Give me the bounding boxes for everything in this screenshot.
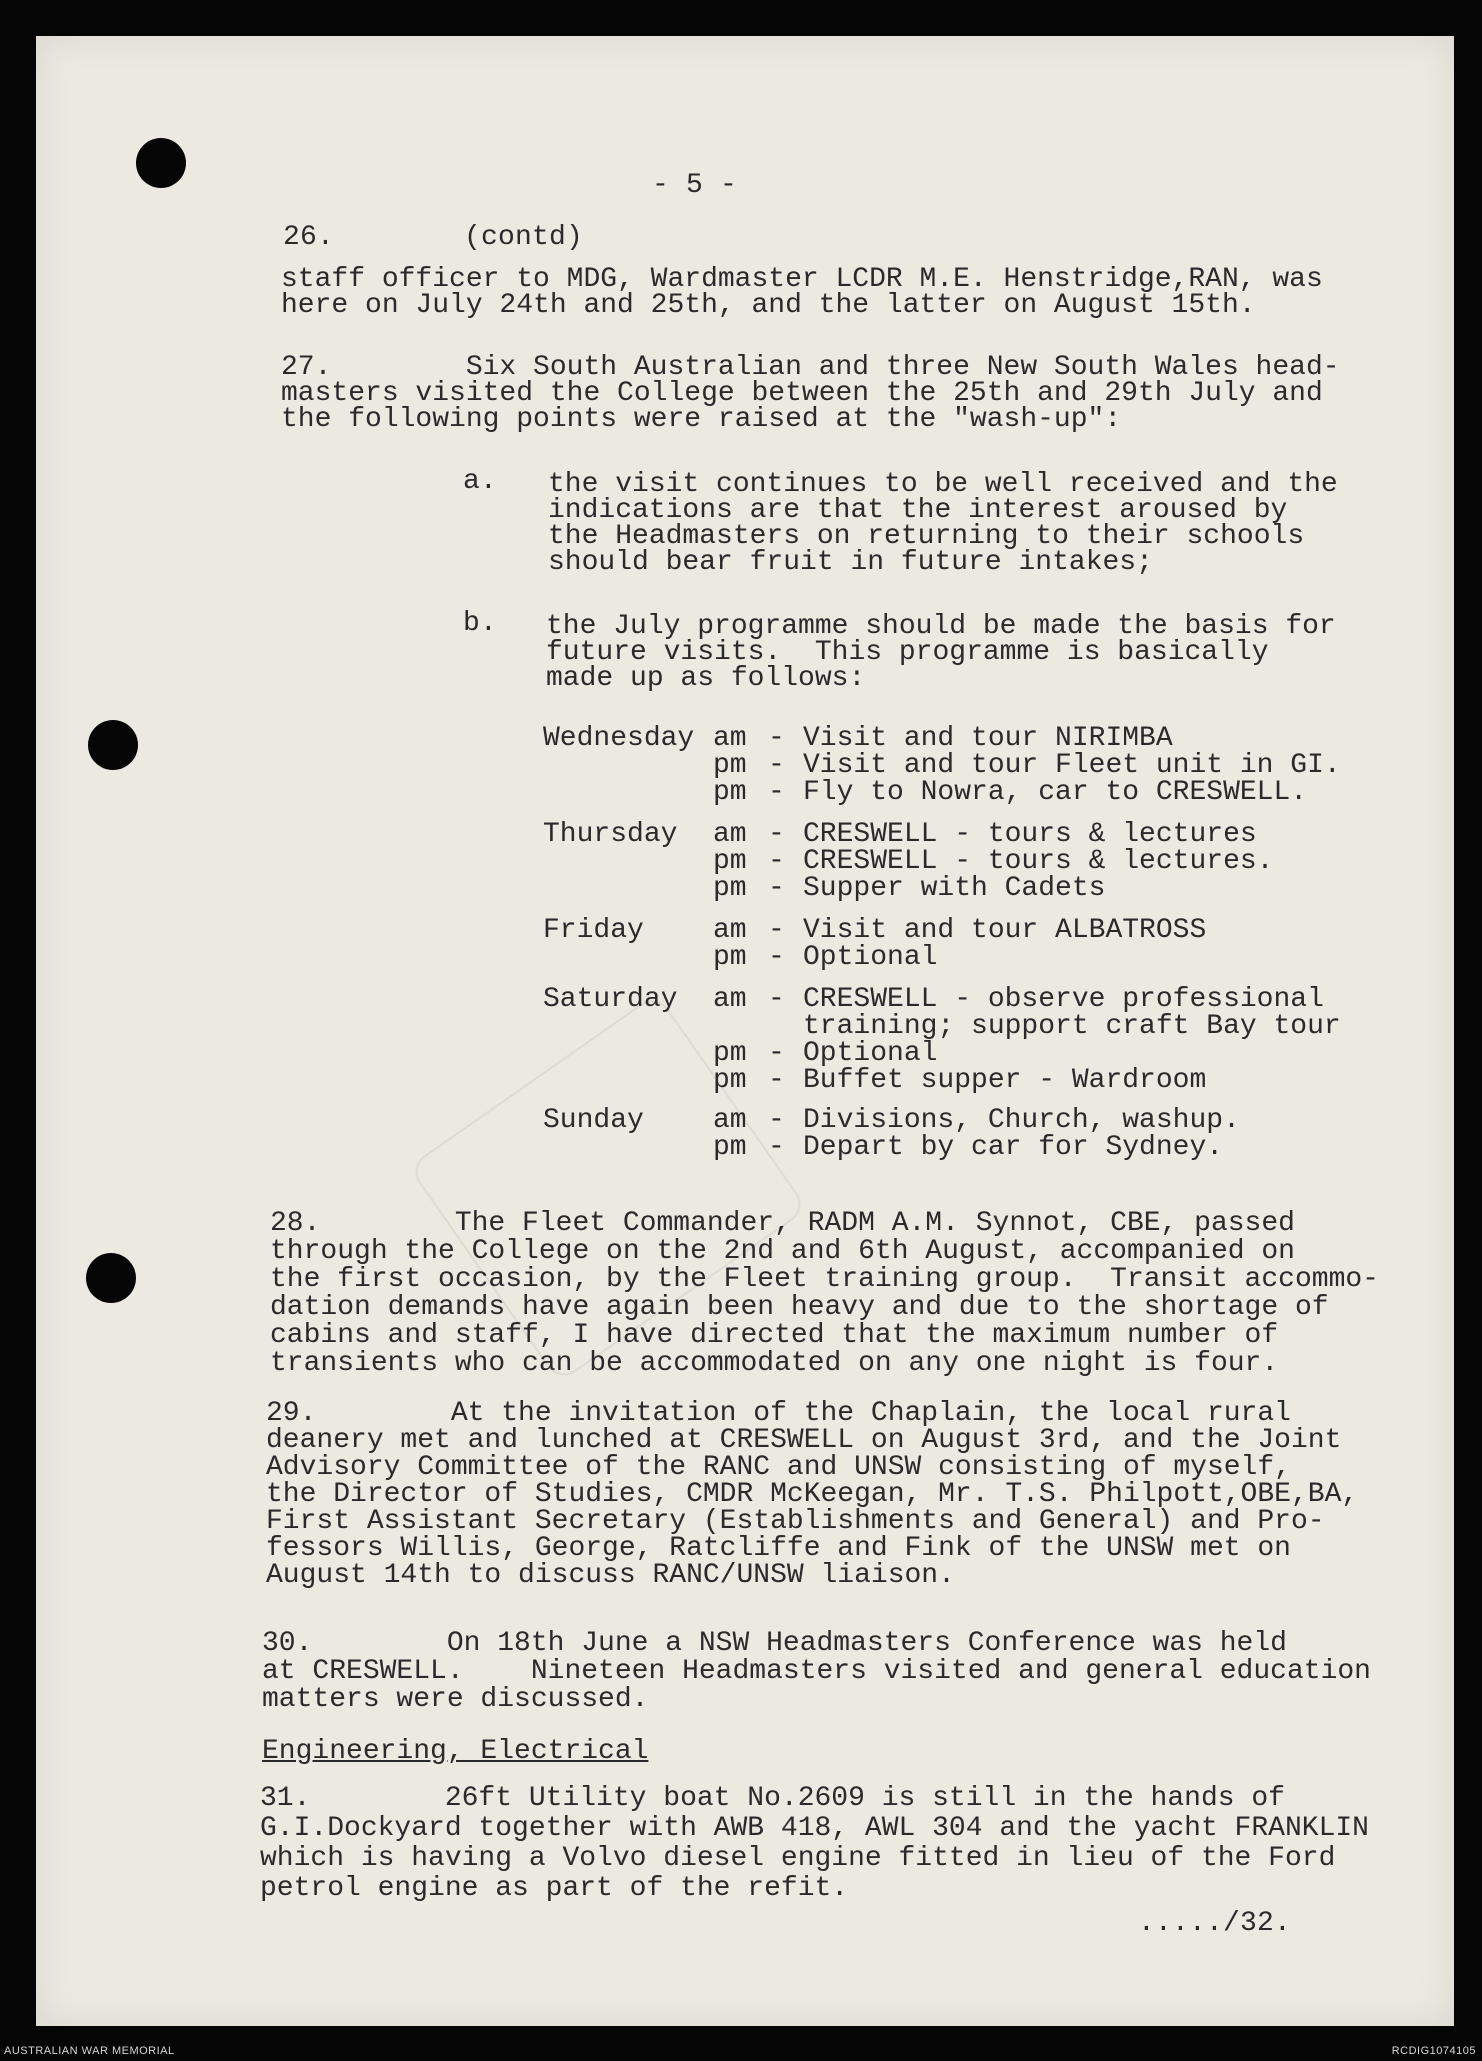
item-a-line: should bear fruit in future intakes; [548, 547, 1153, 578]
schedule-row [543, 944, 1343, 971]
schedule-activity: Divisions, Church, washup. [803, 1105, 1240, 1136]
schedule-row [543, 1107, 1343, 1134]
schedule-time: pm [713, 846, 747, 877]
para-27-line: the following points were raised at the "wash-up": [281, 404, 1122, 435]
schedule-row [543, 917, 1343, 944]
schedule-row [543, 821, 1343, 848]
item-a-line: the Headmasters on returning to their schools [548, 521, 1305, 552]
schedule-time: pm [713, 777, 747, 808]
item-b [546, 611, 1336, 694]
schedule-activity: Optional [803, 1038, 938, 1069]
para-28-line: dation demands have again been heavy and due to the shortage of [270, 1292, 1329, 1323]
punch-hole-top [136, 138, 186, 188]
schedule-time: am [713, 723, 747, 754]
schedule-row [543, 1040, 1343, 1067]
schedule-activity: Optional [803, 942, 938, 973]
item-b-line: made up as follows: [546, 663, 866, 694]
footer-id: RCDIG1074105 [1391, 2045, 1476, 2057]
programme-schedule [543, 725, 1343, 1161]
schedule-day: Thursday [543, 819, 678, 850]
schedule-time: pm [713, 1132, 747, 1163]
item-b-line: future visits. This programme is basically [546, 637, 1269, 668]
schedule-day: Saturday [543, 984, 678, 1015]
schedule-row [543, 752, 1343, 779]
schedule-dash: - [768, 942, 785, 973]
punch-hole-middle [88, 720, 138, 770]
schedule-dash: - [768, 819, 785, 850]
schedule-dash: - [768, 1132, 785, 1163]
schedule-activity: Supper with Cadets [803, 873, 1106, 904]
para-29 [266, 1400, 1358, 1589]
para-31-line: petrol engine as part of the refit. [260, 1873, 849, 1904]
para-26-number: 26. [283, 222, 335, 253]
para-28 [270, 1210, 1379, 1378]
para-28-line: through the College on the 2nd and 6th August, accompanied on [270, 1236, 1295, 1267]
item-a-line: indications are that the interest aroused by [548, 495, 1288, 526]
para-31 [260, 1784, 1369, 1904]
para-29-line: Advisory Committee of the RANC and UNSW consisting of myself, [266, 1452, 1291, 1483]
para-29-line: fessors Willis, George, Ratcliffe and Fink of the UNSW met on [266, 1533, 1291, 1564]
schedule-day: Wednesday [543, 723, 695, 754]
schedule-activity: Fly to Nowra, car to CRESWELL. [803, 777, 1308, 808]
schedule-time: am [713, 915, 747, 946]
schedule-day: Sunday [543, 1105, 644, 1136]
schedule-dash: - [768, 1065, 785, 1096]
page-number: - 5 - [652, 170, 738, 201]
para-26-contd: (contd) [464, 222, 584, 253]
schedule-activity: CRESWELL - observe professional [803, 984, 1324, 1015]
schedule-dash: - [768, 984, 785, 1015]
item-b-line: the July programme should be made the basis for [546, 611, 1336, 642]
schedule-activity: CRESWELL - tours & lectures. [803, 846, 1274, 877]
para-30-line: at CRESWELL. Nineteen Headmasters visited and general education [262, 1656, 1371, 1687]
schedule-dash: - [768, 750, 785, 781]
para-30-line: 30. On 18th June a NSW Headmasters Conference was held [262, 1628, 1287, 1659]
schedule-row [543, 1013, 1343, 1040]
para-30 [262, 1630, 1371, 1714]
schedule-activity: Buffet supper - Wardroom [803, 1065, 1207, 1096]
schedule-time: pm [713, 1038, 747, 1069]
schedule-dash: - [768, 846, 785, 877]
para-29-line: 29. At the invitation of the Chaplain, the local rural [266, 1398, 1291, 1429]
schedule-activity: training; support craft Bay tour [803, 1011, 1341, 1042]
para-27-line: masters visited the College between the 25th and 29th July and [281, 378, 1323, 409]
schedule-time: am [713, 984, 747, 1015]
schedule-time: am [713, 819, 747, 850]
section-heading: Engineering, Electrical [262, 1736, 649, 1767]
para-28-line: transients who can be accommodated on any one night is four. [270, 1348, 1279, 1379]
para-26-line: here on July 24th and 25th, and the latter on August 15th. [281, 290, 1256, 321]
schedule-time: pm [713, 1065, 747, 1096]
schedule-dash: - [768, 1105, 785, 1136]
para-31-line: G.I.Dockyard together with AWB 418, AWL 304 and the yacht FRANKLIN [260, 1813, 1369, 1844]
schedule-time: am [713, 1105, 747, 1136]
schedule-activity: Depart by car for Sydney. [803, 1132, 1224, 1163]
para-31-line: which is having a Volvo diesel engine fitted in lieu of the Ford [260, 1843, 1336, 1874]
para-26-line: staff officer to MDG, Wardmaster LCDR M.E. Henstridge,RAN, was [281, 264, 1323, 295]
schedule-time: pm [713, 750, 747, 781]
schedule-dash: - [768, 873, 785, 904]
item-a-label: a. [463, 466, 498, 497]
para-31-line: 31. 26ft Utility boat No.2609 is still in the hands of [260, 1783, 1285, 1814]
schedule-activity: Visit and tour ALBATROSS [803, 915, 1207, 946]
footer-source: AUSTRALIAN WAR MEMORIAL [4, 2045, 175, 2057]
schedule-row [543, 986, 1343, 1013]
schedule-dash: - [768, 1038, 785, 1069]
para-29-line: the Director of Studies, CMDR McKeegan, Mr. T.S. Philpott,OBE,BA, [266, 1479, 1359, 1510]
schedule-time: pm [713, 873, 747, 904]
punch-hole-bottom [86, 1253, 136, 1303]
schedule-row [543, 779, 1343, 806]
para-27-line: 27. Six South Australian and three New South Wales head- [281, 352, 1340, 383]
item-b-label: b. [463, 608, 498, 639]
continuation-marker: ...../32. [1138, 1908, 1292, 1939]
para-29-line: First Assistant Secretary (Establishments and General) and Pro- [266, 1506, 1325, 1537]
para-28-line: the first occasion, by the Fleet training group. Transit accommo- [270, 1264, 1379, 1295]
para-26 [281, 264, 1323, 321]
schedule-row [543, 875, 1343, 902]
schedule-dash: - [768, 777, 785, 808]
schedule-dash: - [768, 915, 785, 946]
schedule-row [543, 1067, 1343, 1094]
para-28-line: 28. The Fleet Commander, RADM A.M. Synnot, CBE, passed [270, 1208, 1295, 1239]
para-27 [281, 352, 1340, 435]
schedule-activity: Visit and tour Fleet unit in GI. [803, 750, 1341, 781]
schedule-row [543, 1134, 1343, 1161]
item-a [548, 469, 1338, 578]
para-29-line: deanery met and lunched at CRESWELL on August 3rd, and the Joint [266, 1425, 1342, 1456]
item-a-line: the visit continues to be well received and the [548, 469, 1338, 500]
schedule-row [543, 725, 1343, 752]
schedule-time: pm [713, 942, 747, 973]
para-28-line: cabins and staff, I have directed that the maximum number of [270, 1320, 1279, 1351]
schedule-day: Friday [543, 915, 644, 946]
schedule-row [543, 848, 1343, 875]
schedule-activity: CRESWELL - tours & lectures [803, 819, 1257, 850]
para-29-line: August 14th to discuss RANC/UNSW liaison. [266, 1560, 955, 1591]
para-30-line: matters were discussed. [262, 1684, 649, 1715]
schedule-activity: Visit and tour NIRIMBA [803, 723, 1173, 754]
schedule-dash: - [768, 723, 785, 754]
